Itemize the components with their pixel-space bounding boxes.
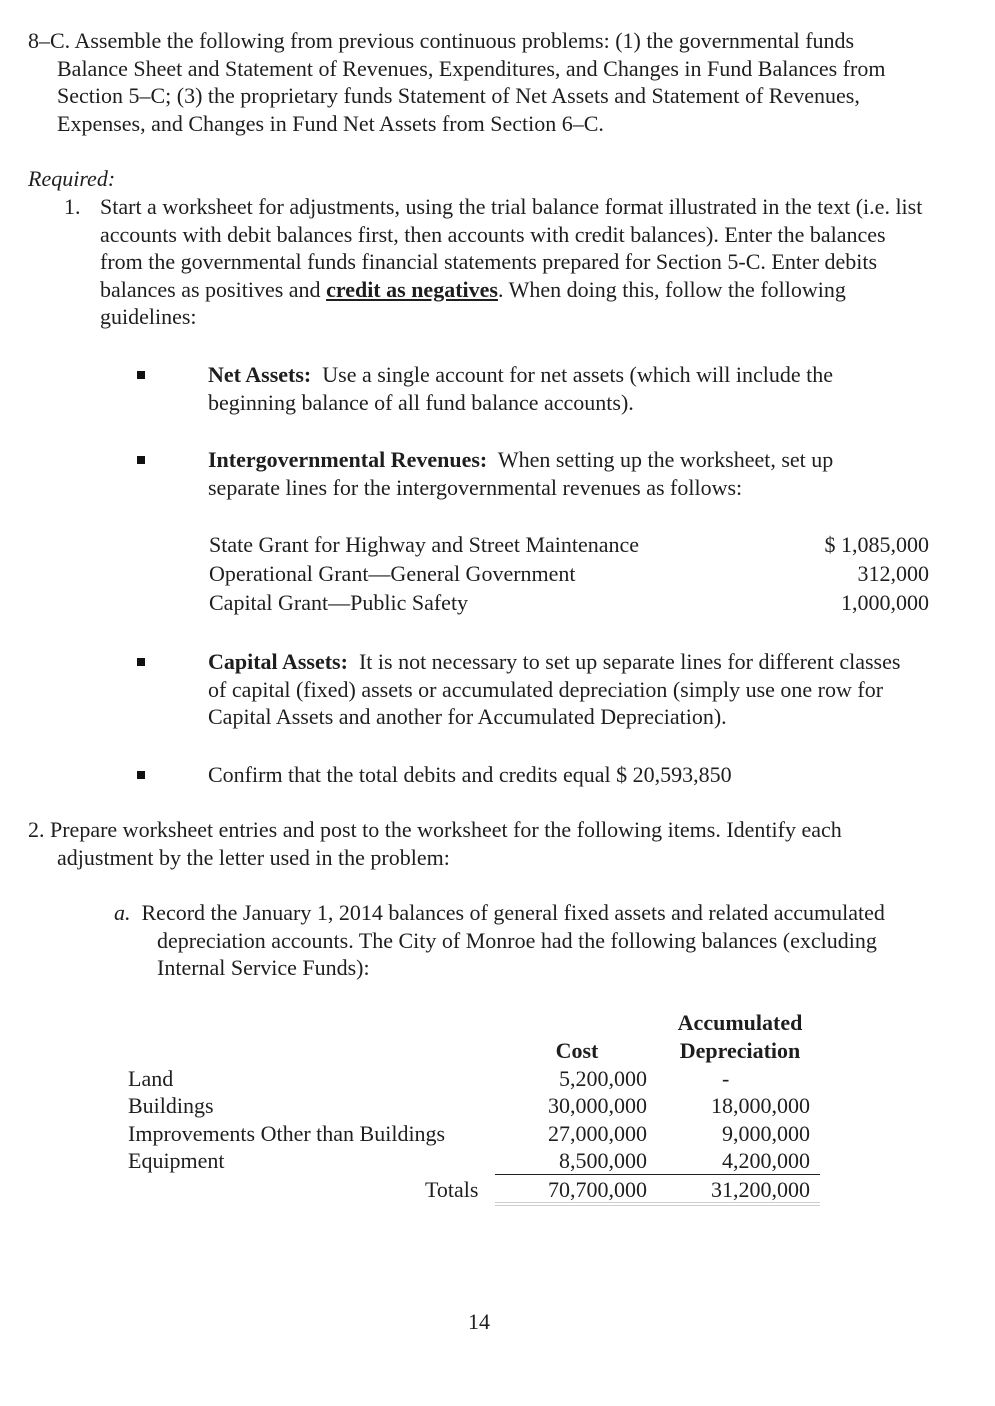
bullet-intergovernmental: Intergovernmental Revenues: When setting up the worksheet, set up separate lines for the intergovernmental revenues as follows: — [208, 447, 834, 500]
bullet-icon — [137, 371, 145, 379]
grant-amount: 1,000,000 — [841, 590, 929, 615]
subtotal-rule — [495, 1174, 820, 1175]
credit-emphasis: credit as negatives — [326, 276, 498, 302]
grant-amount: $ 1,085,000 — [824, 532, 929, 557]
grant-label: State Grant for Highway and Street Maintenance — [209, 532, 640, 557]
item-2-text: 2. Prepare worksheet entries and post to the worksheet for the following items. Identify each adjustment by the letter used in the problem: — [28, 817, 842, 870]
bullet-net-assets: Net Assets: Use a single account for net assets (which will include the beginning balance of all fund balance accounts). — [208, 362, 834, 415]
row-label: Equipment — [128, 1148, 225, 1173]
cost-value: 5,200,000 — [559, 1066, 647, 1091]
accum-value: - — [722, 1066, 730, 1091]
grant-amount: 312,000 — [857, 561, 929, 586]
grant-row — [209, 589, 929, 617]
total-accum: 31,200,000 — [711, 1177, 810, 1202]
bullet-icon — [137, 771, 145, 779]
grant-label: Operational Grant—General Government — [209, 561, 576, 586]
header-accumulated: Accumulated — [677, 1010, 803, 1035]
item-a-letter: a. — [114, 900, 131, 925]
item-a — [114, 899, 894, 982]
problem-intro — [28, 27, 928, 137]
total-double-rule — [495, 1202, 820, 1206]
row-label: Buildings — [128, 1093, 214, 1118]
bullet-icon — [137, 658, 145, 666]
total-cost: 70,700,000 — [548, 1177, 647, 1202]
accum-value: 18,000,000 — [711, 1093, 810, 1118]
item-1-text: Start a worksheet for adjustments, using the trial balance format illustrated in the text (i.e. list accounts with debit balances first, then accounts with credit balances). Enter the balances from the governmental funds financial statements prepared for Section 5-C. Enter debits balances as positives and credit as negatives. When doing this, follow the following guidelines: — [100, 194, 923, 329]
intro-text: 8–C. Assemble the following from previous continuous problems: (1) the governmental funds Balance Sheet and Statement of Revenues, Expenditures, and Changes in Fund Balances from Section 5–C; (3) the proprietary funds Statement of Net Assets and Statement of Revenues, Expenses, and Changes in Fund Net Assets from Section 6–C. — [28, 28, 886, 136]
totals-label: Totals — [425, 1177, 479, 1202]
row-label: Improvements Other than Buildings — [128, 1121, 446, 1146]
page-number: 14 — [468, 1309, 490, 1334]
item-a-text: a. Record the January 1, 2014 balances of general fixed assets and related accumulated depreciation accounts. The City of Monroe had the following balances (excluding Internal Service Funds): — [114, 900, 885, 980]
bullet-icon — [137, 456, 145, 464]
cost-value: 27,000,000 — [548, 1121, 647, 1146]
row-label: Land — [128, 1066, 174, 1091]
header-depreciation: Depreciation — [679, 1038, 801, 1063]
grant-label: Capital Grant—Public Safety — [209, 590, 469, 615]
grant-row — [209, 531, 929, 559]
bullet-capital-assets: Capital Assets: It is not necessary to set up separate lines for different classes of capital (fixed) assets or accumulated depreciation (simply use one row for Capital Assets and another for Accumulated Depreciation). — [208, 649, 901, 729]
accum-value: 4,200,000 — [722, 1148, 810, 1173]
item-1-number: 1. — [64, 194, 81, 219]
item-2 — [28, 816, 928, 871]
grant-row — [209, 560, 929, 588]
header-cost: Cost — [555, 1038, 599, 1063]
cost-value: 30,000,000 — [548, 1093, 647, 1118]
required-label: Required: — [28, 166, 116, 191]
accum-value: 9,000,000 — [722, 1121, 810, 1146]
cost-value: 8,500,000 — [559, 1148, 647, 1173]
bullet-confirm-total: Confirm that the total debits and credits equal $ 20,593,850 — [208, 762, 732, 787]
